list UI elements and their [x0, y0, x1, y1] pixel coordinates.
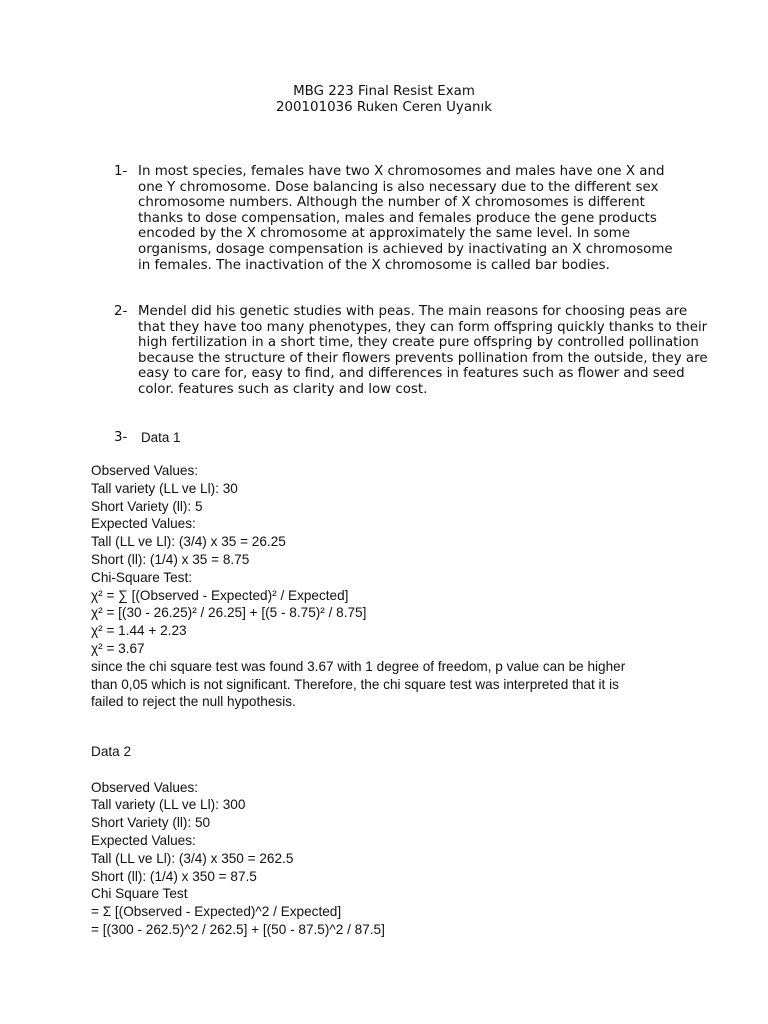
exam-title: MBG 223 Final Resist Exam: [293, 84, 475, 99]
text-line: Observed Values:: [91, 463, 199, 478]
text-line: Tall variety (LL ve Ll): 300: [91, 797, 246, 813]
text-line: Expected Values:: [91, 832, 196, 848]
question-1: [114, 164, 684, 273]
text-line: Tall (LL ve Ll): (3/4) x 35 = 26.25: [91, 534, 286, 550]
question-number: 3-: [114, 430, 128, 445]
text-line: Tall (LL ve Ll): (3/4) x 350 = 262.5: [91, 850, 294, 866]
formula-line: χ² = [(30 - 26.25)² / 26.25] + [(5 - 8.75)² / 8.75]: [91, 605, 367, 621]
conclusion-line: than 0,05 which is not significant. Therefore, the chi square test was interpreted that it is: [91, 676, 619, 692]
text-line: Short (ll): (1/4) x 35 = 8.75: [91, 551, 250, 567]
spacer: [91, 761, 691, 779]
text-line: Tall variety (LL ve Ll): 30: [91, 480, 238, 496]
question-2: [114, 304, 708, 398]
formula-line: = Σ [(Observed - Expected)^2 / Expected]: [91, 904, 342, 920]
data-2-section: [91, 743, 691, 939]
text-line: Chi-Square Test:: [91, 569, 192, 585]
text-line: Chi Square Test: [91, 886, 188, 902]
formula-line: = [(300 - 262.5)^2 / 262.5] + [(50 - 87.5)^2 / 87.5]: [91, 921, 385, 937]
formula-line: χ² = ∑ [(Observed - Expected)² / Expected]: [91, 587, 349, 603]
text-line: Short (ll): (1/4) x 350 = 87.5: [91, 868, 257, 884]
question-answer-text: Mendel did his genetic studies with peas. The main reasons for choosing peas are that they have too many phenotypes, they can form offspring quickly thanks to their high fertilization in a short time, they create pure offspring by controlled pollination because the structure of their flowers prevents pollination from the outside, they are easy to care for, easy to find, and differences in features such as flower and seed color. features such as clarity and low cost.: [138, 304, 708, 397]
text-line: Short Variety (ll): 5: [91, 498, 203, 514]
text-line: Expected Values:: [91, 516, 196, 532]
document-header: [0, 84, 768, 116]
data-2-title: Data 2: [91, 744, 132, 759]
data-1-section: [91, 462, 691, 711]
text-line: Short Variety (ll): 50: [91, 815, 211, 831]
question-answer-text: In most species, females have two X chromosomes and males have one X and one Y chromosome. Dose balancing is also necessary due to the different sex chromosome numbers. Although the number of X chromosomes is different thanks to dose compensation, males and females produce the gene products encoded by the X chromosome at approximately the same level. In some organisms, dosage compensation is achieved by inactivating an X chromosome in females. The inactivation of the X chromosome is called bar bodies.: [138, 164, 673, 273]
question-number: 2-: [114, 304, 128, 319]
formula-line: χ² = 1.44 + 2.23: [91, 623, 187, 639]
conclusion-line: failed to reject the null hypothesis.: [91, 694, 296, 710]
data-1-title: Data 1: [141, 430, 181, 445]
question-list: [114, 164, 708, 445]
text-line: Observed Values:: [91, 779, 199, 795]
student-info: 200101036 Ruken Ceren Uyanık: [275, 100, 493, 115]
conclusion-line: since the chi square test was found 3.67 with 1 degree of freedom, p value can be higher: [91, 658, 626, 674]
question-3: [114, 430, 708, 447]
question-number: 1-: [114, 164, 128, 179]
formula-line: χ² = 3.67: [91, 640, 145, 656]
